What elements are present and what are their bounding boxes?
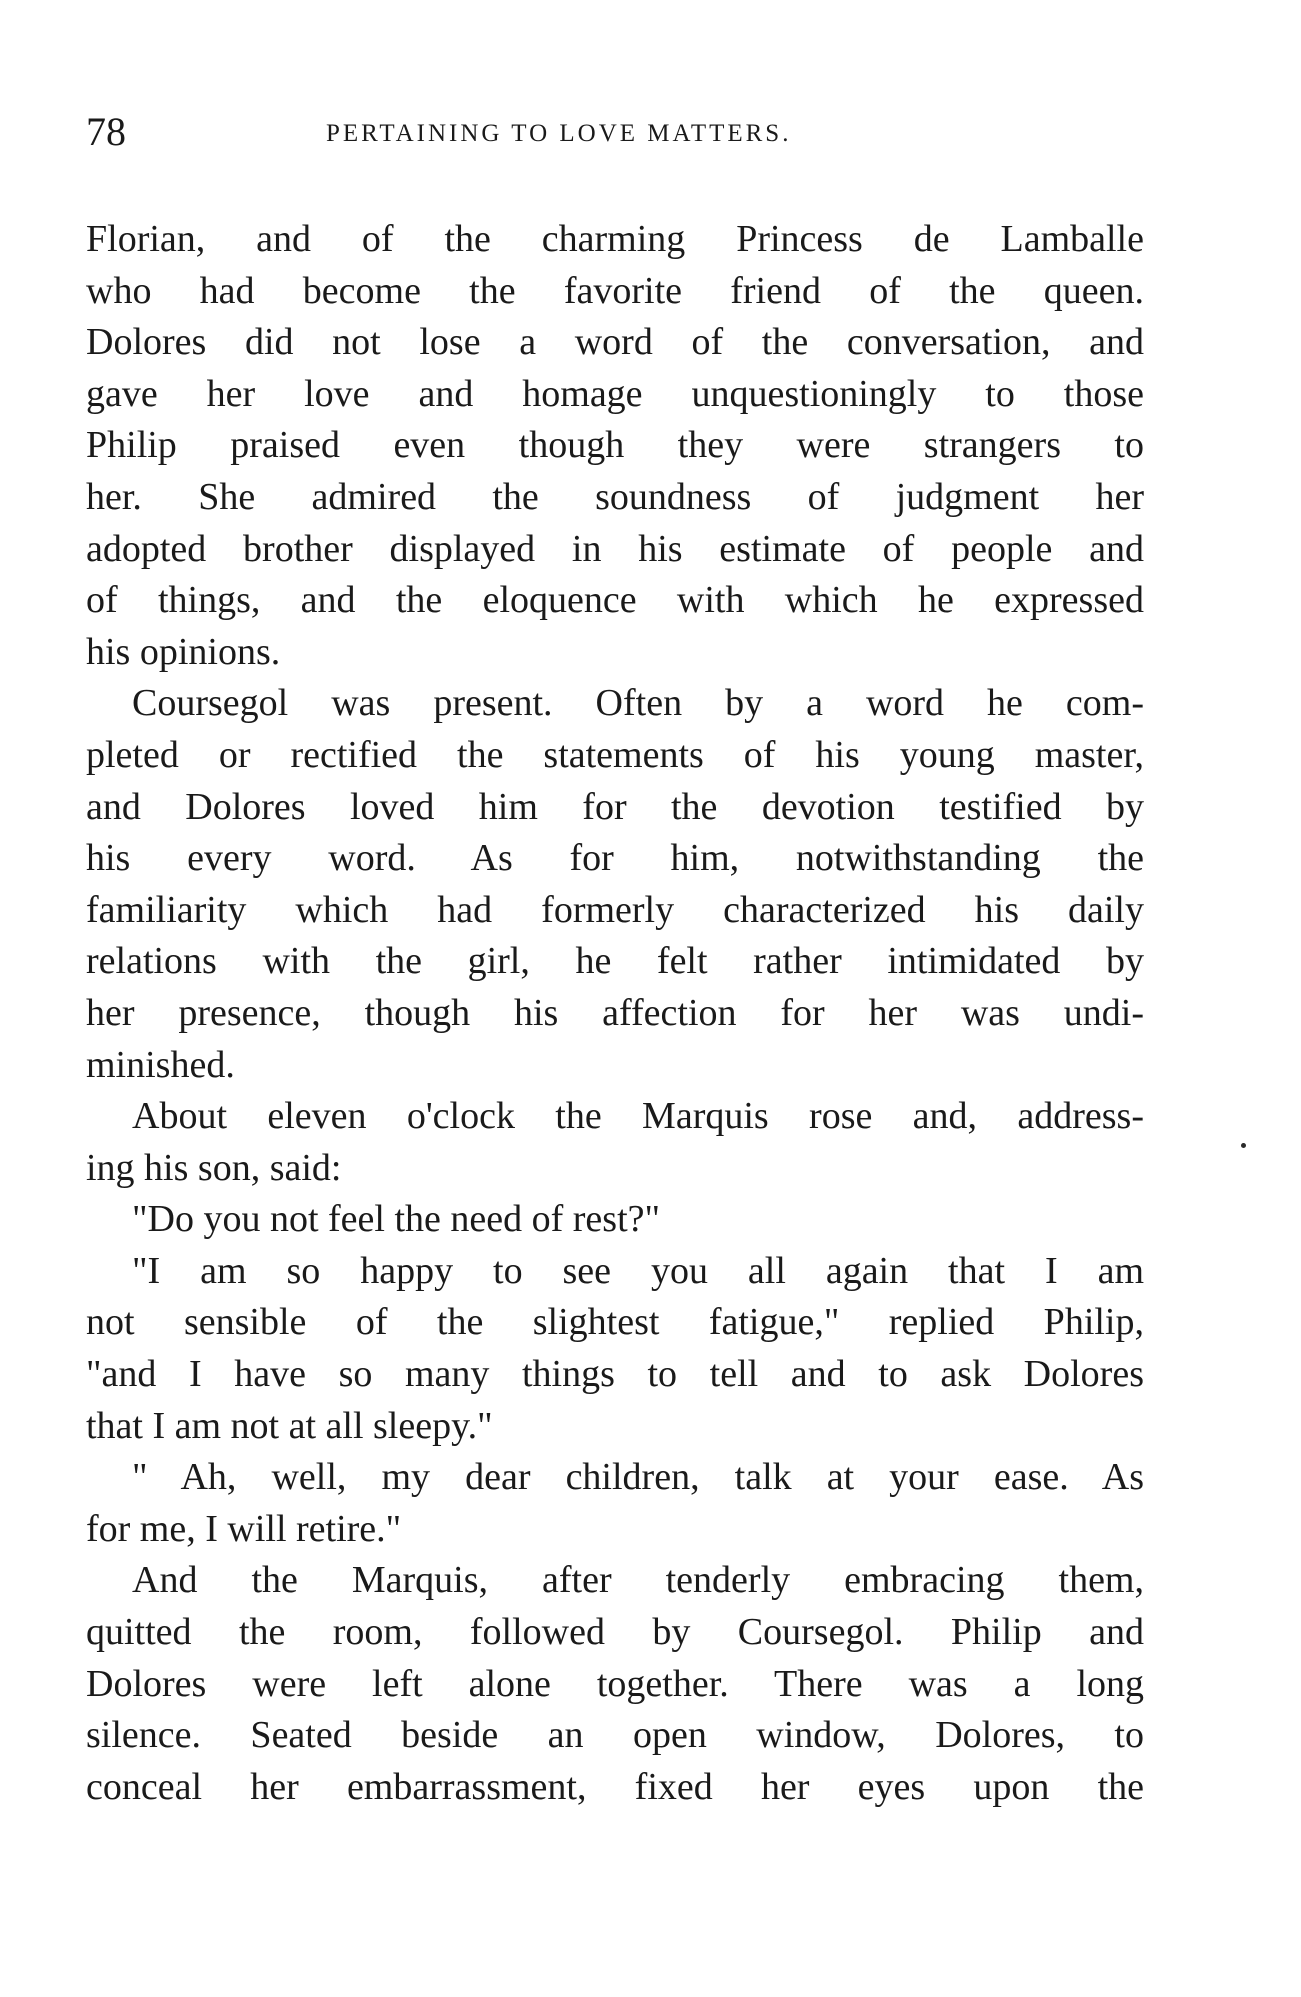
text-line: And the Marquis, after tenderly embracing them, bbox=[132, 1559, 1144, 1602]
text-line: familiarity which had formerly characterized his daily bbox=[86, 888, 1144, 931]
body-text bbox=[86, 214, 1144, 1813]
running-head: PERTAINING TO LOVE MATTERS. bbox=[326, 120, 792, 147]
text-line: Dolores did not lose a word of the conversation, and bbox=[86, 321, 1144, 364]
text-line: Philip praised even though they were strangers to bbox=[86, 424, 1144, 467]
text-line: her. She admired the soundness of judgment her bbox=[86, 475, 1144, 518]
text-line: quitted the room, followed by Coursegol. Philip and bbox=[86, 1611, 1144, 1654]
text-line: adopted brother displayed in his estimate of people and bbox=[86, 527, 1144, 570]
text-line: conceal her embarrassment, fixed her eyes upon the bbox=[86, 1765, 1144, 1808]
text-line: his opinions. bbox=[86, 630, 281, 673]
text-line: "I am so happy to see you all again that I am bbox=[132, 1249, 1144, 1292]
text-line: Florian, and of the charming Princess de Lamballe bbox=[86, 218, 1144, 260]
text-line: relations with the girl, he felt rather intimidated by bbox=[86, 940, 1144, 983]
ink-speck bbox=[1241, 1143, 1246, 1148]
text-line: About eleven o'clock the Marquis rose and, address- bbox=[132, 1095, 1144, 1138]
text-line: "and I have so many things to tell and to ask Dolores bbox=[86, 1353, 1144, 1396]
text-line: silence. Seated beside an open window, Dolores, to bbox=[86, 1714, 1144, 1757]
text-line: "Do you not feel the need of rest?" bbox=[132, 1198, 661, 1241]
text-line: of things, and the eloquence with which he expressed bbox=[86, 579, 1144, 622]
text-line: and Dolores loved him for the devotion testified by bbox=[86, 785, 1144, 828]
text-line: Dolores were left alone together. There was a long bbox=[86, 1662, 1144, 1705]
text-line: not sensible of the slightest fatigue," replied Philip, bbox=[86, 1301, 1144, 1344]
text-line: her presence, though his affection for her was undi- bbox=[86, 991, 1144, 1034]
text-line: pleted or rectified the statements of his young master, bbox=[86, 733, 1144, 776]
page-number: 78 bbox=[86, 109, 126, 154]
text-line: gave her love and homage unquestioningly to those bbox=[86, 372, 1144, 415]
text-line: ing his son, said: bbox=[86, 1146, 342, 1189]
text-line: Coursegol was present. Often by a word he com- bbox=[132, 682, 1144, 725]
text-line: " Ah, well, my dear children, talk at your ease. As bbox=[132, 1456, 1144, 1499]
text-line: that I am not at all sleepy." bbox=[86, 1404, 493, 1447]
text-line: for me, I will retire." bbox=[86, 1507, 402, 1550]
page-header bbox=[86, 108, 1186, 158]
text-line: his every word. As for him, notwithstanding the bbox=[86, 837, 1144, 880]
text-line: who had become the favorite friend of the queen. bbox=[86, 269, 1144, 312]
text-line: minished. bbox=[86, 1043, 235, 1086]
